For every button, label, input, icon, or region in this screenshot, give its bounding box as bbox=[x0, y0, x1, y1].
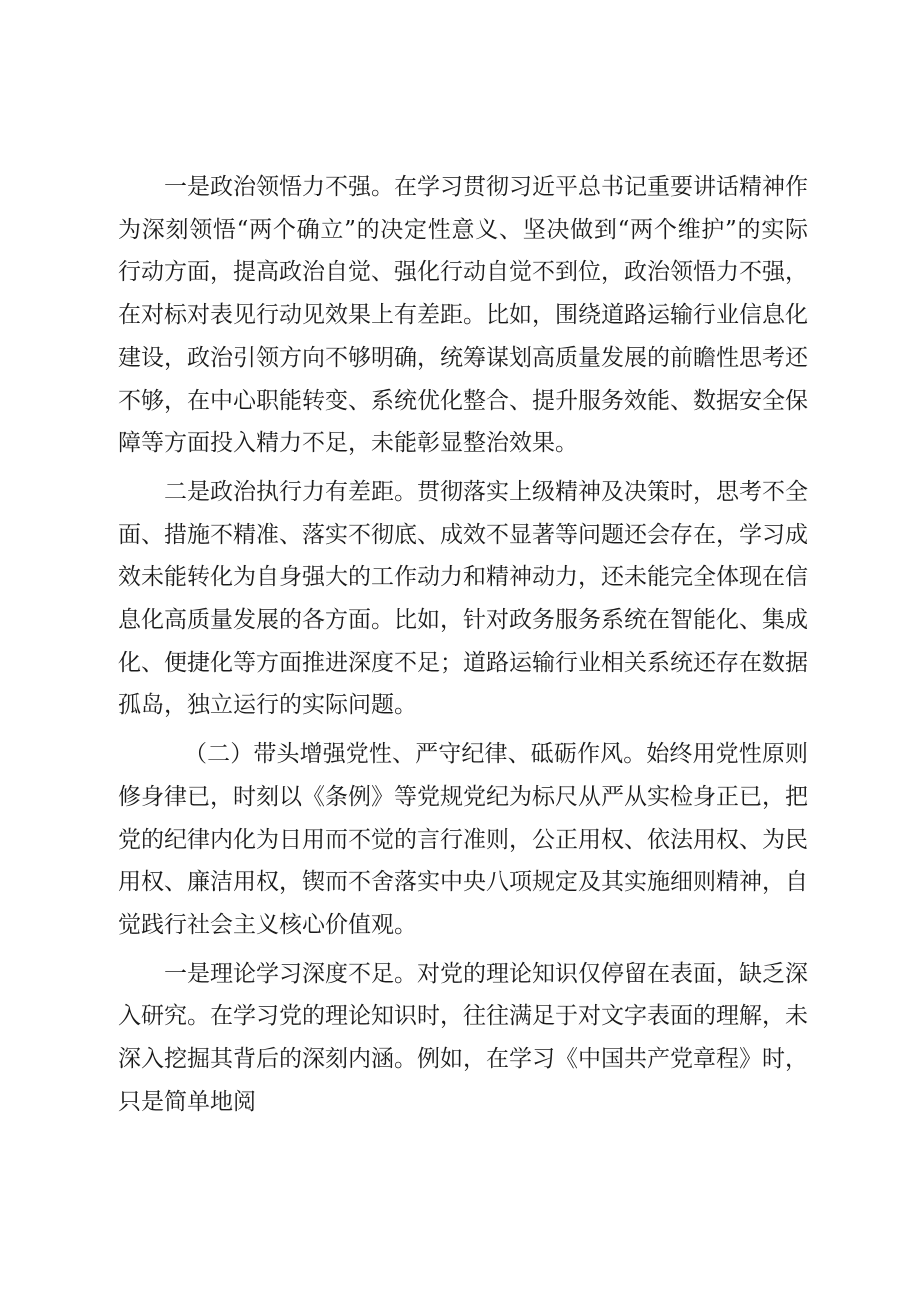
paragraph-theory-study-depth: 一是理论学习深度不足。对党的理论知识仅停留在表面，缺乏深入研究。在学习党的理论知识时，往往满足于对文字表面的理解，未深入挖掘其背后的深刻内涵。例如，在学习《中国共产党章程》时，只是简单地阅 bbox=[118, 960, 808, 1115]
paragraph-section-two-heading: （二）带头增强党性、严守纪律、砥砺作风。始终用党性原则修身律已，时刻以《条例》等党规党纪为标尺从严从实检身正已，把党的纪律内化为日用而不觉的言行准则，公正用权、依法用权、为民用权、廉洁用权，锲而不舍落实中央八项规定及其实施细则精神，自觉践行社会主义核心价值观。 bbox=[118, 741, 808, 938]
paragraph-political-execution: 二是政治执行力有差距。贯彻落实上级精神及决策时，思考不全面、措施不精准、落实不彻底、成效不显著等问题还会存在，学习成效未能转化为自身强大的工作动力和精神动力，还未能完全体现在信息化高质量发展的各方面。比如，针对政务服务系统在智能化、集成化、便捷化等方面推进深度不足；道路运输行业相关系统还存在数据孤岛，独立运行的实际问题。 bbox=[118, 478, 808, 719]
paragraph-political-comprehension: 一是政治领悟力不强。在学习贯彻习近平总书记重要讲话精神作为深刻领悟“两个确立”的决定性意义、坚决做到“两个维护”的实际行动方面，提高政治自觉、强化行动自觉不到位，政治领悟力不强，在对标对表见行动见效果上有差距。比如，围绕道路运输行业信息化建设，政治引领方向不够明确，统筹谋划高质量发展的前瞻性思考还不够，在中心职能转变、系统优化整合、提升服务效能、数据安全保障等方面投入精力不足，未能彰显整治效果。 bbox=[118, 174, 808, 457]
document-body bbox=[118, 166, 808, 1123]
